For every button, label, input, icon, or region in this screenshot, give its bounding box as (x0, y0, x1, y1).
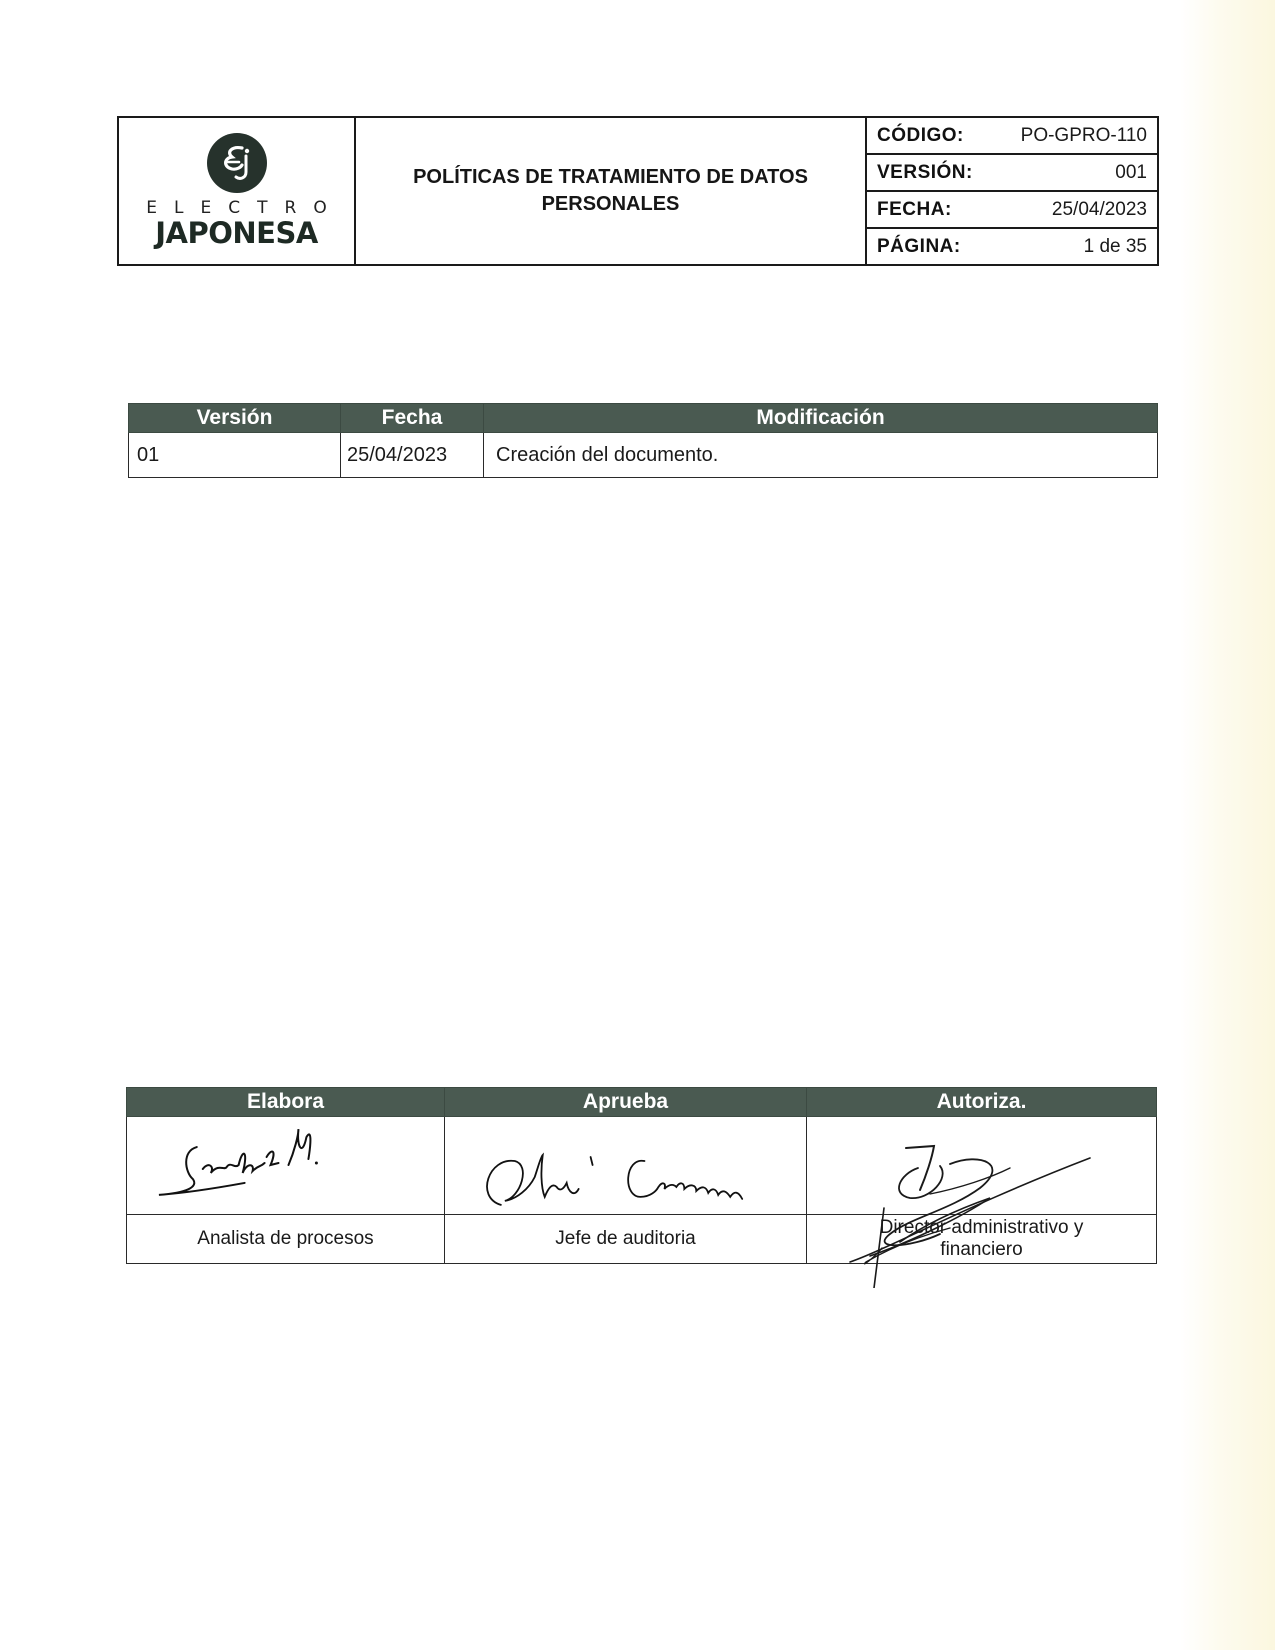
column-header-autoriza: Autoriza. (807, 1088, 1157, 1117)
meta-label: CÓDIGO: (877, 124, 964, 146)
document-meta (867, 118, 1157, 264)
signature-aprueba (445, 1117, 807, 1215)
signature-row (127, 1117, 1157, 1215)
cell-version: 01 (129, 433, 341, 478)
signature-elabora (127, 1117, 445, 1215)
meta-label: FECHA: (877, 198, 952, 220)
document-header (117, 116, 1159, 266)
meta-label: VERSIÓN: (877, 161, 973, 183)
meta-value: 25/04/2023 (1051, 198, 1147, 220)
role-elabora: Analista de procesos (127, 1215, 445, 1264)
logo-brand-line1: ELECTRO (146, 198, 344, 218)
role-aprueba: Jefe de auditoria (445, 1215, 807, 1264)
role-row (127, 1215, 1157, 1264)
meta-value: 1 de 35 (1083, 235, 1147, 257)
meta-row-codigo (867, 118, 1157, 153)
company-logo (119, 118, 356, 264)
column-header-fecha: Fecha (341, 404, 484, 433)
column-header-modificacion: Modificación (484, 404, 1158, 433)
meta-label: PÁGINA: (877, 235, 961, 257)
table-header-row (129, 404, 1158, 433)
column-header-elabora: Elabora (127, 1088, 445, 1117)
table-header-row (127, 1088, 1157, 1117)
meta-row-pagina (867, 227, 1157, 264)
handwritten-signature-elabora (127, 1117, 444, 1214)
meta-row-fecha (867, 190, 1157, 227)
logo-brand-line2: JAPONESA (155, 216, 318, 250)
signature-table (126, 1087, 1157, 1264)
cell-modificacion: Creación del documento. (484, 433, 1158, 478)
cell-fecha: 25/04/2023 (341, 433, 484, 478)
handwritten-signature-aprueba (445, 1117, 806, 1214)
table-row (129, 433, 1158, 478)
meta-row-version (867, 153, 1157, 190)
version-history-table (128, 403, 1158, 478)
signature-autoriza (807, 1117, 1157, 1215)
meta-value: PO-GPRO-110 (1020, 124, 1147, 146)
meta-value: 001 (1115, 161, 1147, 183)
document-title-cell (356, 118, 867, 264)
ej-monogram-icon (206, 132, 268, 194)
role-autoriza: Director administrativo y financiero (807, 1215, 1157, 1264)
document-title: POLÍTICAS DE TRATAMIENTO DE DATOS PERSONALES (413, 166, 808, 215)
page-edge-tint (1180, 0, 1275, 1650)
column-header-aprueba: Aprueba (445, 1088, 807, 1117)
column-header-version: Versión (129, 404, 341, 433)
